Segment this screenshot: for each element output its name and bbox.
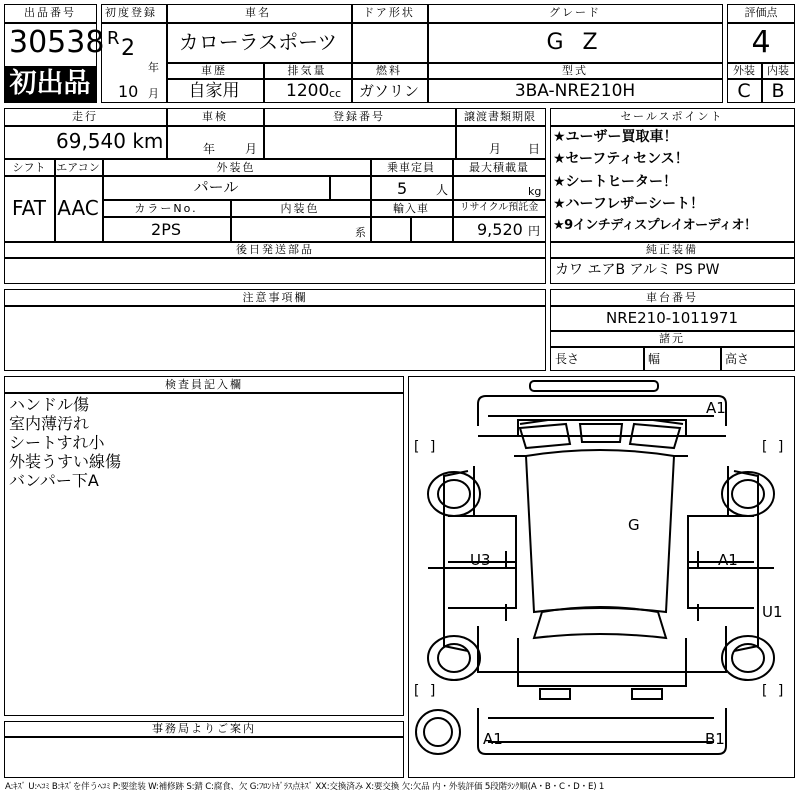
later-parts-label: 後日発送部品: [236, 243, 314, 256]
reg-year: 2: [121, 36, 135, 61]
bracket-right-front: [ ]: [760, 439, 786, 455]
int-color-unit: 系: [355, 226, 366, 239]
recycle-label: リサイクル預託金: [459, 202, 539, 213]
shift: FAT: [11, 196, 47, 220]
exterior-grade: C: [737, 80, 751, 102]
fuel-label: 燃料: [376, 64, 402, 77]
doc-day: 日: [528, 142, 541, 156]
recycle: 9,520: [477, 220, 523, 239]
dims-label: 諸元: [659, 332, 685, 345]
car-name-label: 車名: [245, 6, 271, 19]
fuel: ガソリン: [358, 82, 420, 100]
lot-number: 30538: [9, 25, 105, 60]
ac-label: エアコン: [56, 161, 100, 174]
displacement-unit: cc: [329, 87, 342, 100]
width-label: 幅: [648, 352, 661, 366]
displacement: 1200: [286, 81, 330, 101]
recycle-unit: 円: [528, 224, 541, 238]
chassis-label: 車台番号: [646, 291, 698, 304]
displacement-label: 排気量: [287, 64, 327, 77]
capacity: 5: [397, 179, 408, 198]
inspection-month-unit: 月: [245, 142, 258, 156]
capacity-unit: 人: [436, 183, 449, 197]
first-listing-text: 初出品: [9, 68, 91, 99]
sales-point-3: ★シートヒーター！: [553, 174, 677, 190]
car-outline-diagram: [408, 376, 795, 778]
score-label: 評価点: [744, 6, 778, 19]
sales-label: セールスポイント: [620, 110, 724, 123]
import-label: 輸入車: [393, 202, 429, 215]
load-label: 最大積載量: [469, 161, 529, 174]
sales-point-2: ★セーフティセンス！: [553, 151, 689, 167]
model-label: 型式: [562, 64, 588, 77]
inspector-line-4: 外装うすい線傷: [9, 452, 122, 471]
equipment-label: 純正装備: [646, 243, 698, 256]
door-label: ドア形状: [363, 6, 415, 19]
inspector-line-2: 室内薄汚れ: [9, 414, 90, 433]
first-reg-label: 初度登録: [105, 6, 157, 19]
history: 自家用: [188, 81, 240, 101]
damage-mark-roof: G: [628, 516, 640, 534]
sales-point-1: ★ユーザー買取車！: [553, 129, 678, 145]
damage-mark-rear-left: A1: [483, 730, 503, 748]
color-no: 2PS: [151, 220, 181, 239]
chassis-number: NRE210-1011971: [606, 309, 738, 327]
inspector-label: 検査員記入欄: [165, 378, 243, 391]
int-color-label: 内装色: [280, 202, 320, 215]
bracket-left-rear: [ ]: [412, 683, 438, 699]
office-label: 事務局よりご案内: [152, 722, 256, 735]
sales-point-5: ★9インチディスプレイオーディオ！: [553, 218, 757, 233]
ext-color: パール: [193, 178, 239, 196]
car-name: カローラスポーツ: [178, 30, 338, 54]
load-unit: kg: [528, 185, 542, 198]
damage-mark-front-right: A1: [706, 399, 726, 417]
inspection-label: 車検: [202, 110, 228, 123]
inspector-line-5: バンパー下A: [9, 471, 99, 490]
interior-grade: B: [771, 80, 785, 102]
bracket-right-rear: [ ]: [760, 683, 786, 699]
capacity-label: 乗車定員: [387, 161, 435, 174]
ext-color-label: 外装色: [216, 161, 256, 174]
length-label: 長さ: [555, 352, 580, 366]
bracket-left-front: [ ]: [412, 439, 438, 455]
score: 4: [751, 25, 771, 60]
interior-label: 内装: [767, 64, 789, 77]
reg-month: 10: [118, 82, 139, 101]
legend-text: A:ｷｽﾞ U:ﾍｺﾐ B:ｷｽﾞを伴うﾍｺﾐ P:要塗装 W:補修跡 S:錆 C:腐食、欠 G:ﾌﾛﾝﾄｶﾞﾗｽ点ｷｽﾞ XX:交換済み X:要交換 欠:欠品 内・外装評価 5段階ﾗﾝｸ順(A・B・C・D・E) 1: [5, 782, 605, 792]
inspection-year-unit: 年: [203, 142, 216, 156]
damage-mark-rear-right: B1: [705, 730, 725, 748]
doc-label: 譲渡書類期限: [464, 110, 536, 123]
damage-mark-right-rear: U1: [762, 603, 783, 621]
damage-mark-right-door: A1: [718, 551, 738, 569]
inspector-line-1: ハンドル傷: [9, 395, 90, 414]
reg-no-label: 登録番号: [333, 110, 385, 123]
month-unit: 月: [148, 87, 159, 100]
history-label: 車歴: [201, 64, 227, 77]
height-label: 高さ: [725, 352, 750, 366]
mileage: 69,540 km: [56, 129, 164, 153]
ac: AAC: [57, 196, 99, 220]
mileage-label: 走行: [72, 110, 98, 123]
equipment-value: カワ エアB アルミ PS PW: [555, 262, 720, 278]
doc-month: 月: [489, 142, 502, 156]
damage-mark-left-door: U3: [470, 551, 491, 569]
sales-point-4: ★ハーフレザーシート！: [553, 196, 705, 212]
era: R: [107, 28, 120, 49]
exterior-label: 外装: [733, 64, 755, 77]
year-unit: 年: [148, 61, 159, 74]
grade: G Z: [546, 30, 604, 55]
lot-label: 出品番号: [24, 6, 76, 19]
model: 3BA-NRE210H: [514, 81, 636, 101]
grade-label: グレード: [549, 6, 601, 19]
notes-label: 注意事項欄: [242, 291, 308, 304]
color-no-label: カラーNo.: [134, 202, 198, 215]
inspector-line-3: シートすれ小: [9, 433, 105, 452]
shift-label: シフト: [12, 161, 46, 174]
